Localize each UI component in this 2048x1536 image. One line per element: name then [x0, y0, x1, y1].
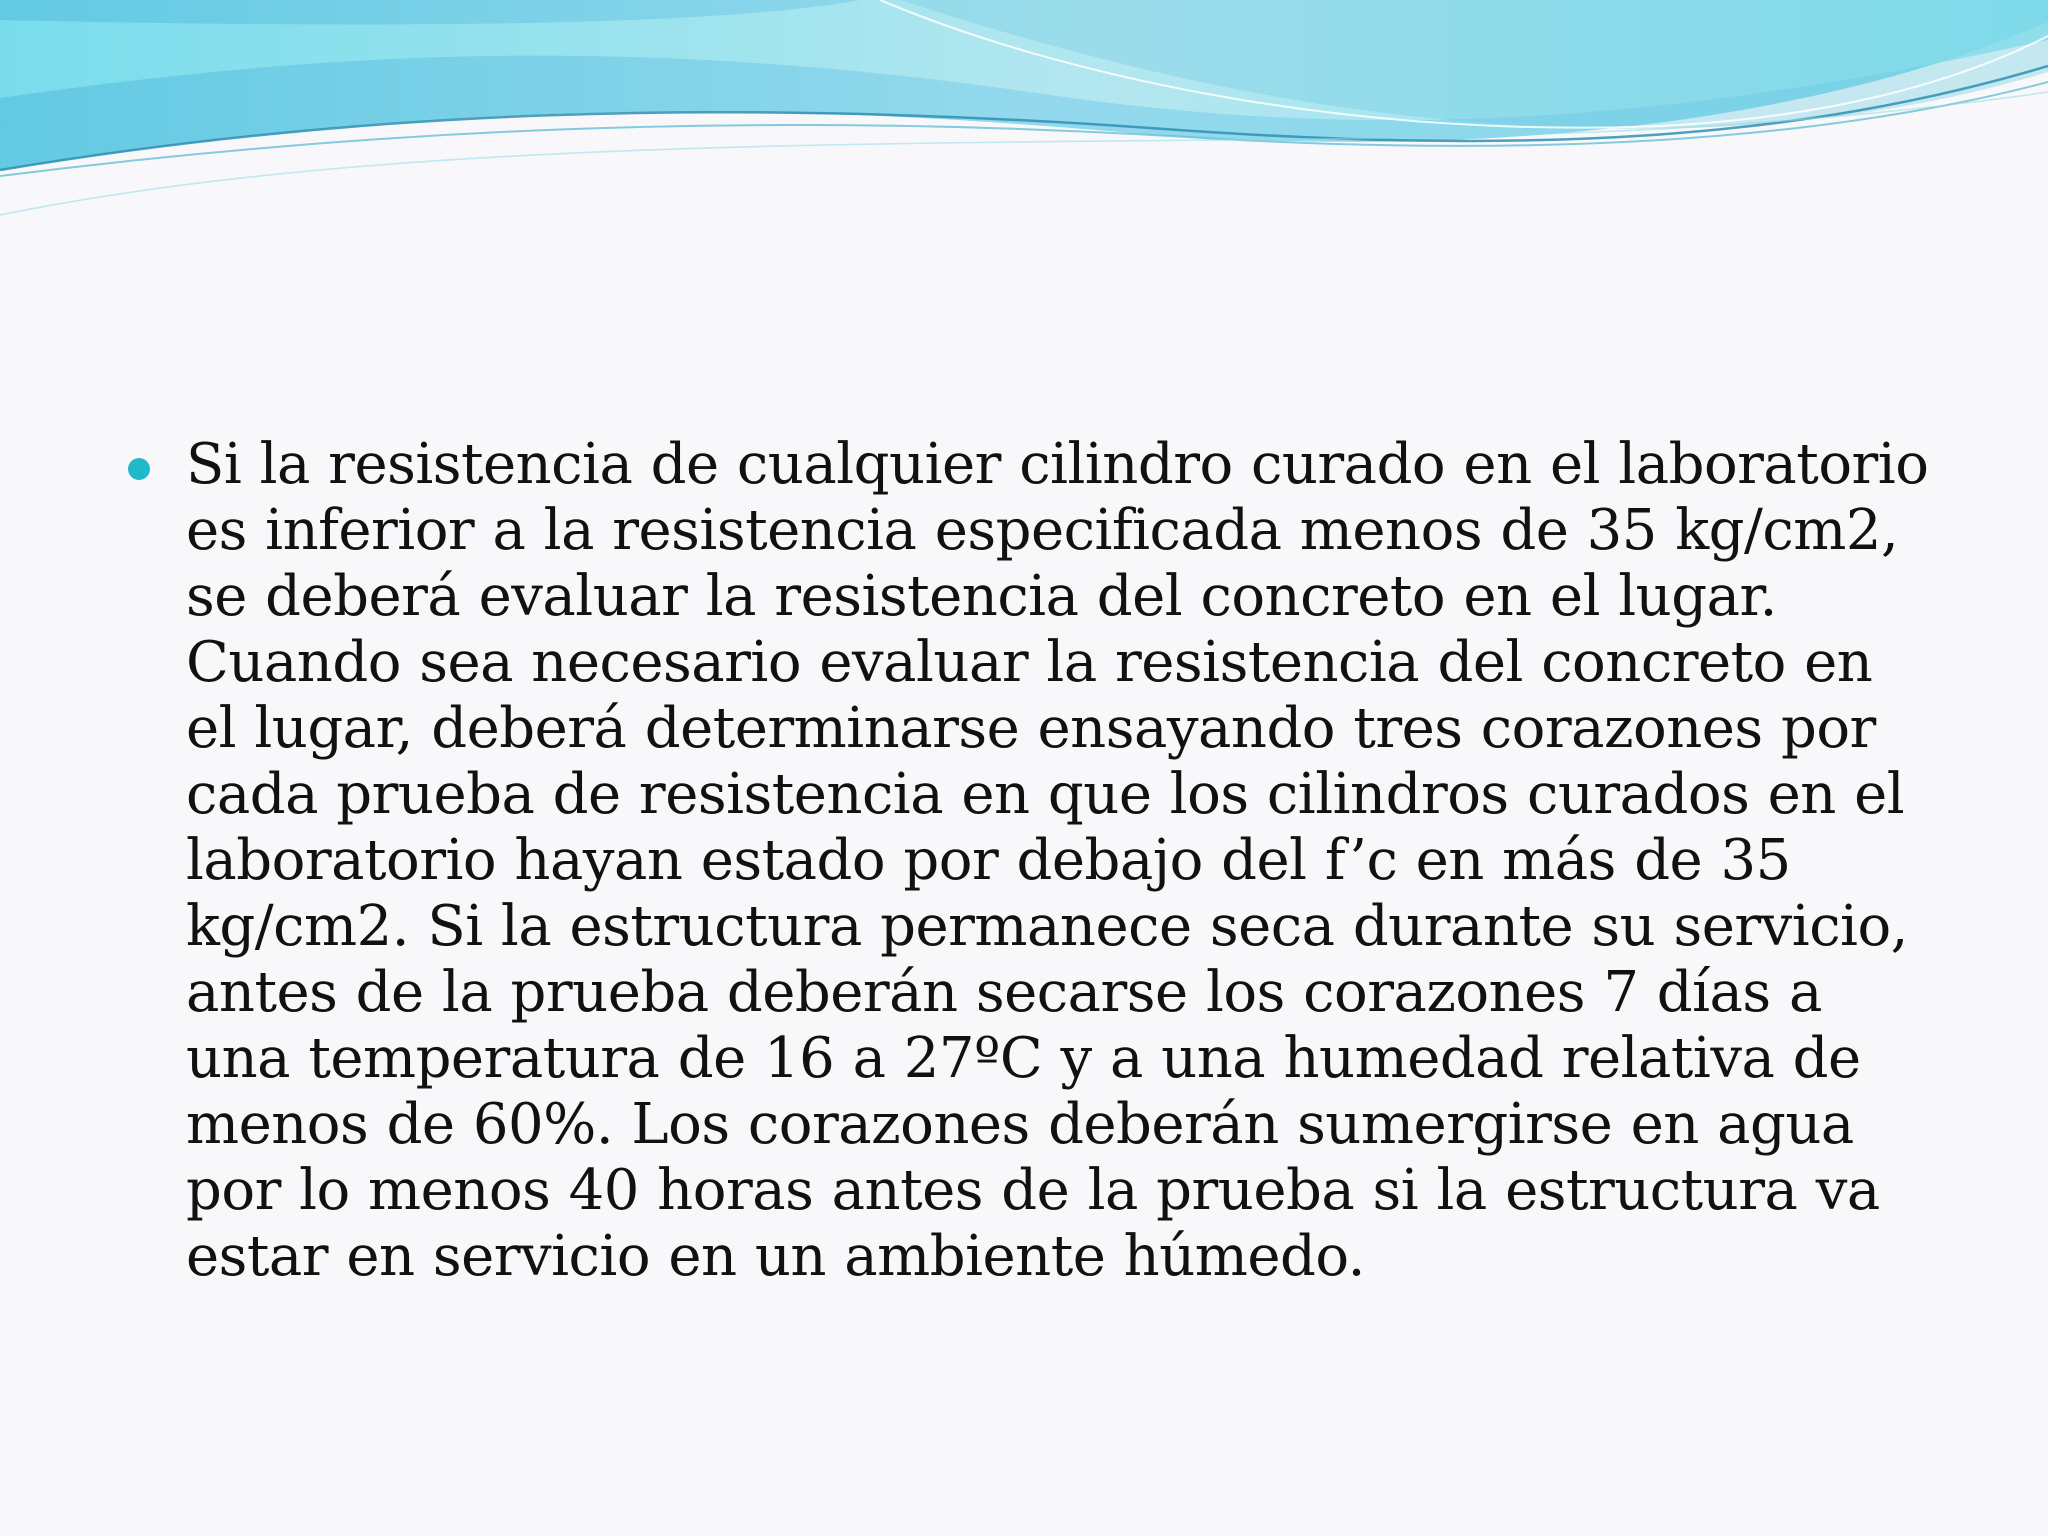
bullet-item: [128, 432, 1938, 1290]
bullet-list: [128, 432, 1938, 1290]
bullet-text: Si la resistencia de cualquier cilindro curado en el laboratorio es inferior a la resistencia especificada menos de 35 kg/cm2, se deberá evaluar la resistencia del concreto en el lugar. Cuando sea necesario evaluar la resistencia del concreto en el lugar, deberá determinarse ensayando tres corazones por cada prueba de resistencia en que los cilindros curados en el laboratorio hayan estado por debajo del f’c en más de 35 kg/cm2. Si la estructura permanece seca durante su servicio, antes de la prueba deberán secarse los corazones 7 días a una temperatura de 16 a 27ºC y a una humedad relativa de menos de 60%. Los corazones deberán sumergirse en agua por lo menos 40 horas antes de la prueba si la estructura va estar en servicio en un ambiente húmedo.: [186, 432, 1929, 1289]
bullet-dot-icon: [128, 458, 150, 480]
wave-header-decoration: [0, 0, 2048, 240]
